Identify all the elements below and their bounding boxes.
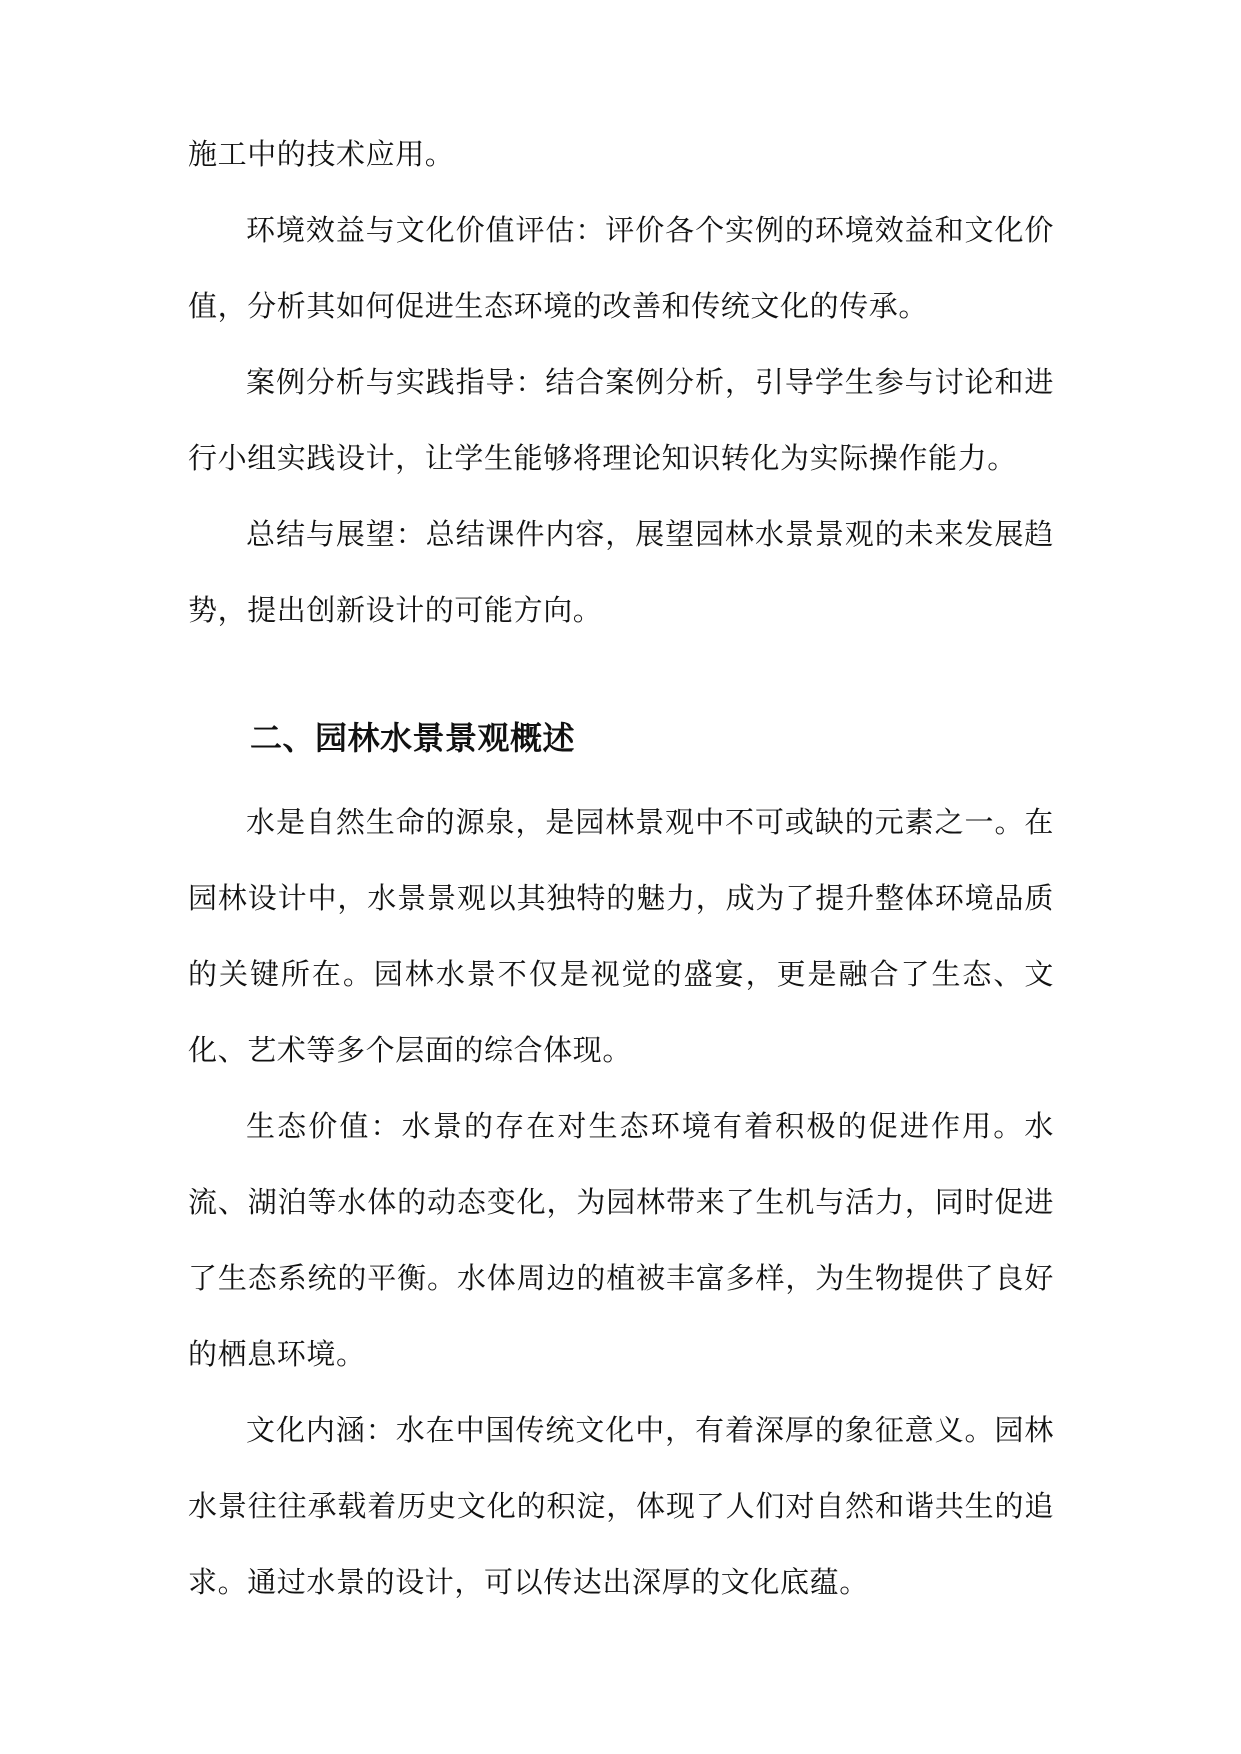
paragraph-case-analysis: 案例分析与实践指导：结合案例分析，引导学生参与讨论和进行小组实践设计，让学生能够将理论知识转化为实际操作能力。 [188, 365, 1054, 475]
paragraph-water-landscape-intro: 水是自然生命的源泉，是园林景观中不可或缺的元素之一。在园林设计中，水景景观以其独特的魅力，成为了提升整体环境品质的关键所在。园林水景不仅是视觉的盛宴，更是融合了生态、文化、艺术等多个层面的综合体现。 [188, 805, 1054, 1067]
paragraph-ecological-value: 生态价值：水景的存在对生态环境有着积极的促进作用。水流、湖泊等水体的动态变化，为园林带来了生机与活力，同时促进了生态系统的平衡。水体周边的植被丰富多样，为生物提供了良好的栖息环境。 [188, 1109, 1054, 1371]
paragraph-summary-outlook: 总结与展望：总结课件内容，展望园林水景景观的未来发展趋势，提出创新设计的可能方向。 [188, 517, 1054, 627]
paragraph-continuation: 施工中的技术应用。 [188, 137, 455, 171]
paragraph-environment-culture-evaluation: 环境效益与文化价值评估：评价各个实例的环境效益和文化价值，分析其如何促进生态环境的改善和传统文化的传承。 [188, 213, 1054, 323]
paragraph-cultural-connotation: 文化内涵：水在中国传统文化中，有着深厚的象征意义。园林水景往往承载着历史文化的积淀，体现了人们对自然和谐共生的追求。通过水景的设计，可以传达出深厚的文化底蕴。 [188, 1413, 1054, 1599]
section-heading: 二、园林水景景观概述 [250, 719, 576, 757]
